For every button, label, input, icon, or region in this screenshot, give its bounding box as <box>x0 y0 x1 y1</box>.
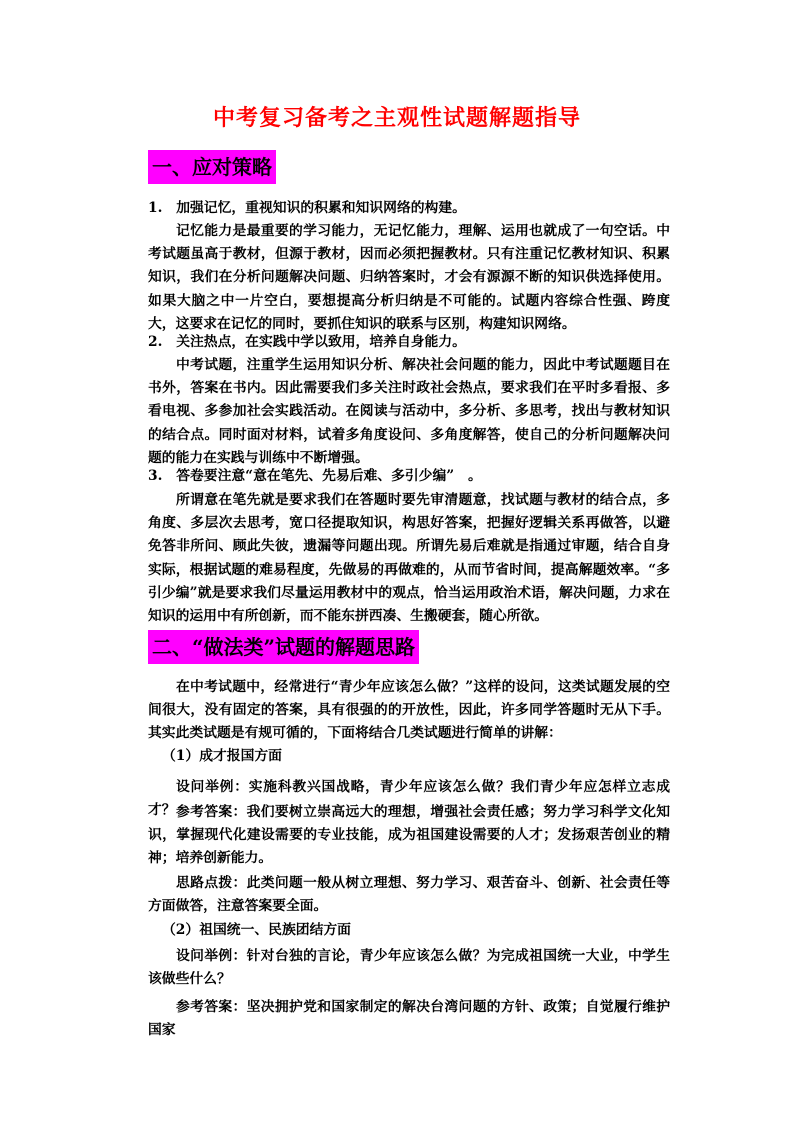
sub1-answer: 参考答案：我们要树立崇高远大的理想，增强社会责任感；努力学习科学文化知识，掌握现代化建设需要的专业技能，成为祖国建设需要的人才；发扬艰苦创业的精神；培养创新能力。 <box>148 804 670 867</box>
item2-title: 2. 关注热点，在实践中学以致用，培养自身能力。 <box>148 334 466 350</box>
section-heading-2: 二、“做法类”试题的解题思路 <box>148 630 419 664</box>
sub2-answer: 参考答案：坚决拥护党和国家制定的解决台湾问题的方针、政策；自觉履行维护国家 <box>148 999 670 1039</box>
page-title: 中考复习备考之主观性试题解题指导 <box>212 105 581 131</box>
item1-paragraph: 记忆能力是最重要的学习能力，无记忆能力，理解、运用也就成了一句空话。中考试题虽高于教材，但源于教材，因而必须把握教材。只有注重记忆教材知识、积累知识，我们在分析问题解决问题、归纳答案时，才会有源源不断的知识供选择使用。如果大脑之中一片空白，要想提高分析归纳是不可能的。试题内容综合性强、跨度大，这要求在记忆的同时，要抓住知识的联系与区别，构建知识网络。 <box>148 223 670 332</box>
section-heading-1: 一、应对策略 <box>148 150 276 184</box>
sub1-tip: 思路点拨：此类问题一般从树立理想、努力学习、艰苦奋斗、创新、社会责任等方面做答，注意答案要全面。 <box>148 875 670 915</box>
item2-paragraph: 中考试题，注重学生运用知识分析、解决社会问题的能力，因此中考试题题目在书外，答案在书内。因此需要我们多关注时政社会热点，要求我们在平时多看报、多看电视、多参加社会实践活动。在阅读与活动中，多分析、多思考，找出与教材知识的结合点。同时面对材料，试着多角度设问、多角度解答，使自己的分析问题解决问题的能力在实践与训练中不断增强。 <box>148 357 670 466</box>
sub2-title: （2）祖国统一、民族团结方面 <box>162 922 351 938</box>
sub2-question: 设问举例：针对台独的言论，青少年应该怎么做？为完成祖国统一大业，中学生该做些什么？ <box>148 948 670 988</box>
sub1-title: （1）成才报国方面 <box>162 748 282 764</box>
item3-title: 3. 答卷要注意“意在笔先、先易后难、多引少编” 。 <box>148 468 482 484</box>
item3-paragraph: 所谓意在笔先就是要求我们在答题时要先审清题意，找试题与教材的结合点，多角度、多层次去思考，宽口径提取知识，构思好答案，把握好逻辑关系再做答，以避免答非所问、顾此失彼，遗漏等问题出现。所谓先易后难就是指通过审题，结合自身实际，根据试题的难易程度，先做易的再做难的，从而节省时间，提高解题效率。“多引少编”就是要求我们尽量运用教材中的观点，恰当运用政治术语，解决问题，力求在知识的运用中有所创新，而不能东拼西凑、生搬硬套，随心所欲。 <box>148 492 670 625</box>
item1-title: 1. 加强记忆，重视知识的积累和知识网络的构建。 <box>148 200 466 216</box>
section2-intro: 在中考试题中，经常进行“青少年应该怎么做？”这样的设问，这类试题发展的空间很大，没有固定的答案，具有很强的的开放性，因此，许多同学答题时无从下手。其实此类试题是有规可循的，下面将结合几类试题进行简单的讲解： <box>148 679 670 742</box>
sub1-question: 设问举例：实施科教兴国战略，青少年应该怎么做？我们青少年应怎样立志成才？ <box>148 779 670 819</box>
